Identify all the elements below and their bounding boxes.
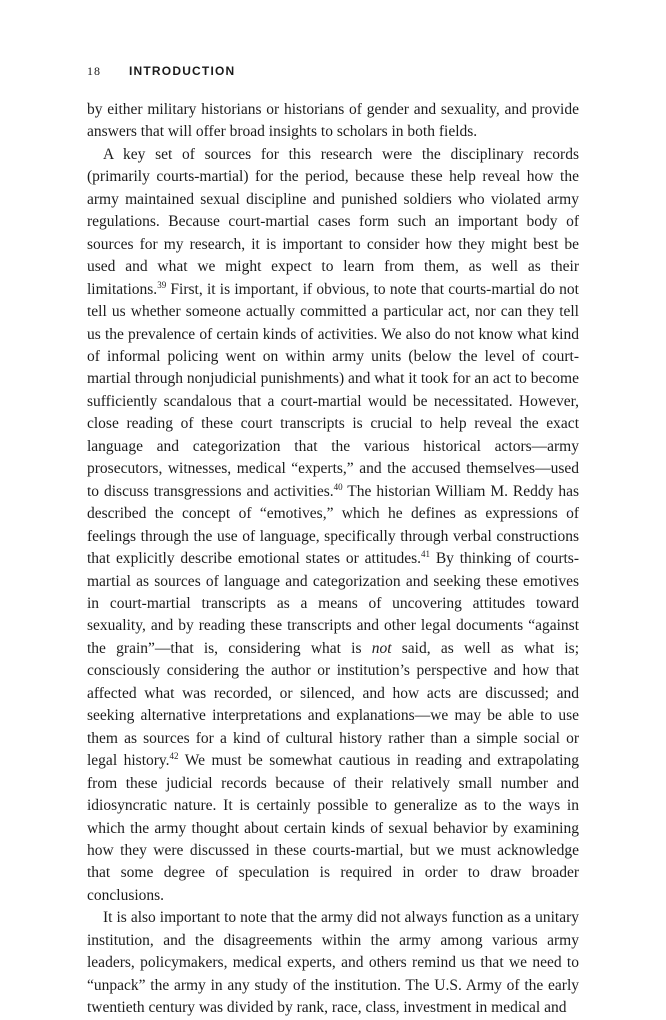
text-run: The historian William M. Reddy has described the concept of “emotives,” which he defines as expressions of feelings through the use of language, specifically through verbal constructions that explicitly describe emotional states or attitudes.: [87, 482, 579, 568]
paragraph-1: [87, 99, 579, 144]
footnote-ref: 39: [157, 279, 167, 290]
text-run: First, it is important, if obvious, to note that courts-martial do not tell us whether someone actually committed a particular act, nor can they tell us the prevalence of certain kinds of activities. We also do not know what kind of informal policing went on within army units (below the level of court-martial through nonjudicial punishments) and what it took for an act to become sufficiently scandalous that a court-martial would be necessitated. However, close reading of these court transcripts is crucial to help reveal the exact language and categorization that the various historical actors—army prosecutors, witnesses, medical “experts,” and the accused themselves—used to discuss transgressions and activities.: [87, 280, 579, 500]
footnote-ref: 40: [333, 481, 343, 492]
running-head: [87, 64, 235, 79]
body-text: [87, 99, 579, 1020]
text-run: We must be somewhat cautious in reading and extrapolating from these judicial records because of their relatively small number and idiosyncratic nature. It is certainly possible to generalize as to the ways in which the army thought about certain kinds of sexual behavior by examining how they were discussed in these courts-martial, but we must acknowledge that some degree of speculation is required in order to draw broader conclusions.: [87, 752, 579, 904]
text-run: by either military historians or historians of gender and sexuality, and provide answers that will offer broad insights to scholars in both fields.: [87, 101, 579, 141]
text-run: said, as well as what is; consciously considering the author or institution’s perspective and how that affected what was recorded, or silenced, and how acts are discussed; and seeking alternative interpretations and explanations—we may be able to use them as sources for a kind of cultural history rather than a simple social or legal history.: [87, 639, 579, 770]
section-title: INTRODUCTION: [129, 64, 236, 78]
page-number: 18: [87, 64, 101, 78]
paragraph-3: [87, 907, 579, 1019]
text-run: By thinking of courts-martial as sources of language and categorization and seeking these emotives in court-martial transcripts as a means of uncovering attitudes toward sexuality, and by reading these transcripts and other legal documents “against the grain”—that is, considering what is: [87, 550, 579, 657]
footnote-ref: 41: [421, 549, 431, 560]
emphasis-text: not: [371, 639, 392, 657]
text-run: A key set of sources for this research were the disciplinary records (primarily courts-martial) for the period, because these help reveal how the army maintained sexual discipline and punished soldiers who violated army regulations. Because court-martial cases form such an important body of sources for my research, it is important to consider how they might best be used and what we might expect to learn from them, as well as their limitations.: [87, 145, 579, 298]
text-run: It is also important to note that the army did not always function as a unitary institution, and the disagreements within the army among various army leaders, policymakers, medical experts, and others remind us that we need to “unpack” the army in any study of the institution. The U.S. Army of the early twentieth century was divided by rank, race, class, investment in medical and: [87, 909, 579, 1017]
paragraph-2: [87, 144, 579, 907]
footnote-ref: 42: [169, 751, 179, 762]
